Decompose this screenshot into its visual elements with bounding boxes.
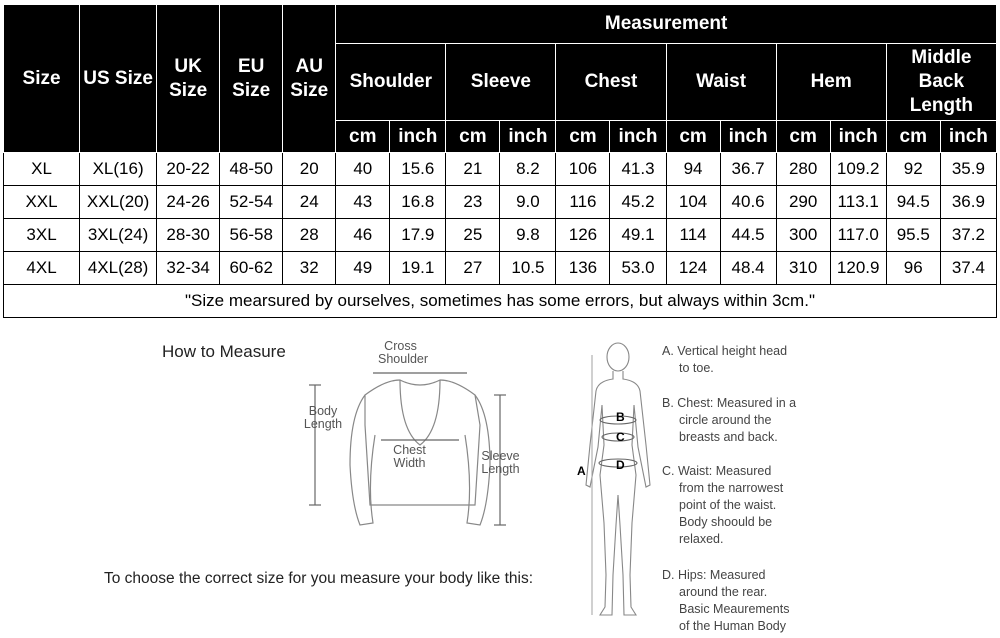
header-unit: inch [500,121,556,153]
table-cell: 21 [446,153,500,186]
table-cell: 290 [776,186,830,219]
table-cell: 48-50 [220,153,283,186]
size-cell: XL [4,153,80,186]
legend-d-line4: of the Human Body [679,619,787,633]
chest-width-label: Chest Width [393,443,426,470]
size-cell: 3XL [4,219,80,252]
table-cell: 36.7 [720,153,776,186]
table-cell: 20 [283,153,336,186]
header-au-size: AU Size [283,5,336,153]
choose-size-instruction: To choose the correct size for you measure your body like this: [104,570,534,587]
table-cell: 106 [556,153,610,186]
legend-a-line1: A. Vertical height head [662,344,788,358]
legend-b-line2: circle around the [679,413,772,427]
table-cell: 52-54 [220,186,283,219]
table-note: "Size mearsured by ourselves, sometimes has some errors, but always within 3cm." [4,285,997,318]
header-waist: Waist [666,44,776,121]
table-cell: 94 [666,153,720,186]
table-cell: 19.1 [390,252,446,285]
how-to-measure-title: How to Measure [162,342,286,361]
table-row [4,285,997,318]
table-cell: 96 [886,252,940,285]
body-diagram [560,335,660,635]
table-cell: 36.9 [940,186,996,219]
table-cell: XL(16) [80,153,157,186]
header-chest: Chest [556,44,666,121]
table-cell: 117.0 [830,219,886,252]
table-cell: 27 [446,252,500,285]
table-row [4,252,997,285]
table-row [4,219,997,252]
table-cell: 53.0 [610,252,666,285]
table-cell: 40.6 [720,186,776,219]
table-cell: 35.9 [940,153,996,186]
header-measurement: Measurement [336,5,997,44]
table-cell: 24-26 [157,186,220,219]
table-cell: 43 [336,186,390,219]
size-chart-table [3,4,997,318]
table-cell: 41.3 [610,153,666,186]
header-unit: cm [886,121,940,153]
size-cell: 4XL [4,252,80,285]
table-cell: 32-34 [157,252,220,285]
marker-a: A [577,464,586,478]
table-cell: 46 [336,219,390,252]
table-cell: 56-58 [220,219,283,252]
table-cell: 28 [283,219,336,252]
marker-d: D [616,458,625,472]
legend-c [662,463,783,548]
header-us-size: US Size [80,5,157,153]
header-unit: cm [336,121,390,153]
header-size: Size [4,5,80,153]
header-uk-size: UK Size [157,5,220,153]
table-cell: 95.5 [886,219,940,252]
table-row [4,153,997,186]
header-unit: inch [720,121,776,153]
legend-c-line2: from the narrowest [679,481,784,495]
table-cell: 48.4 [720,252,776,285]
table-cell: 49.1 [610,219,666,252]
table-cell: 37.2 [940,219,996,252]
table-cell: 25 [446,219,500,252]
header-hem: Hem [776,44,886,121]
table-cell: 280 [776,153,830,186]
table-cell: 15.6 [390,153,446,186]
legend-c-line5: relaxed. [679,532,724,546]
table-cell: XXL(20) [80,186,157,219]
header-unit: cm [446,121,500,153]
legend-b-line3: breasts and back. [679,430,778,444]
table-cell: 28-30 [157,219,220,252]
header-unit: cm [666,121,720,153]
table-cell: 44.5 [720,219,776,252]
size-cell: XXL [4,186,80,219]
legend-b-line1: B. Chest: Measured in a [662,396,797,410]
table-cell: 116 [556,186,610,219]
table-cell: 49 [336,252,390,285]
header-shoulder: Shoulder [336,44,446,121]
table-cell: 136 [556,252,610,285]
table-cell: 45.2 [610,186,666,219]
legend-c-line1: C. Waist: Measured [662,464,772,478]
table-cell: 37.4 [940,252,996,285]
table-cell: 92 [886,153,940,186]
table-cell: 113.1 [830,186,886,219]
legend-a [662,343,787,377]
table-cell: 60-62 [220,252,283,285]
header-unit: inch [610,121,666,153]
table-cell: 9.0 [500,186,556,219]
legend-c-line3: point of the waist. [679,498,777,512]
table-cell: 126 [556,219,610,252]
legend-d [662,567,789,635]
table-cell: 17.9 [390,219,446,252]
header-unit: inch [830,121,886,153]
table-cell: 9.8 [500,219,556,252]
table-row [4,186,997,219]
table-cell: 300 [776,219,830,252]
table-cell: 32 [283,252,336,285]
table-cell: 4XL(28) [80,252,157,285]
table-cell: 20-22 [157,153,220,186]
table-cell: 104 [666,186,720,219]
legend-d-line2: around the rear. [679,585,768,599]
header-middle-back-length: Middle Back Length [886,44,996,121]
table-cell: 310 [776,252,830,285]
table-cell: 8.2 [500,153,556,186]
table-body [4,153,997,318]
legend-d-line1: D. Hips: Measured [662,568,766,582]
sleeve-length-label: Sleeve Length [481,449,520,476]
table-cell: 23 [446,186,500,219]
legend-d-line3: Basic Meaurements [679,602,790,616]
table-cell: 16.8 [390,186,446,219]
table-cell: 114 [666,219,720,252]
legend-a-line2: to toe. [679,361,714,375]
table-cell: 3XL(24) [80,219,157,252]
marker-b: B [616,410,625,424]
table-cell: 109.2 [830,153,886,186]
header-sleeve: Sleeve [446,44,556,121]
header-unit: inch [940,121,996,153]
table-cell: 10.5 [500,252,556,285]
header-eu-size: EU Size [220,5,283,153]
table-cell: 24 [283,186,336,219]
table-cell: 40 [336,153,390,186]
body-length-label: Body Length [303,404,343,431]
table-cell: 124 [666,252,720,285]
legend-c-line4: Body shoould be [679,515,773,529]
cross-shoulder-label: Cross Shoulder [378,339,429,366]
header-unit: cm [556,121,610,153]
legend-b [662,395,796,446]
header-unit: cm [776,121,830,153]
table-cell: 120.9 [830,252,886,285]
marker-c: C [616,430,625,444]
table-cell: 94.5 [886,186,940,219]
header-unit: inch [390,121,446,153]
